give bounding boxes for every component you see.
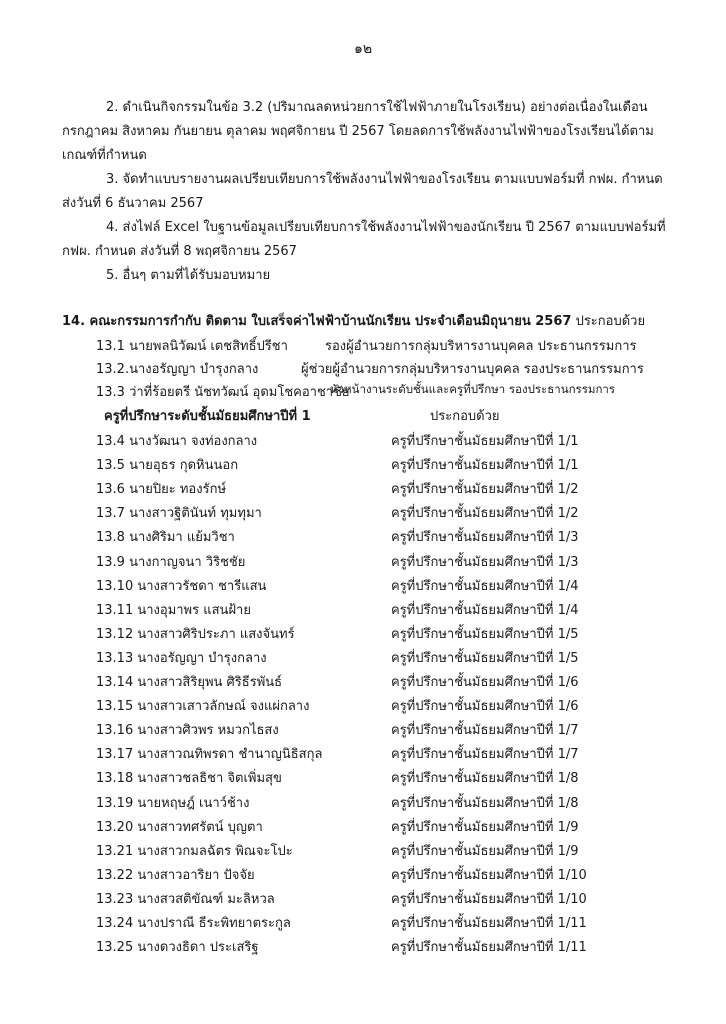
member-role: ครูที่ปรึกษาชั้นมัธยมศึกษาปีที่ 1/2 (391, 482, 579, 498)
member-role: ครูที่ปรึกษาชั้นมัธยมศึกษาปีที่ 1/8 (391, 795, 579, 811)
member-name: 13.10 นางสาวรัชดา ชารีแสน (96, 578, 267, 594)
member-name: 13.12 นางสาวศิริประภา แสงจันทร์ (96, 626, 295, 642)
list-item (0, 526, 726, 550)
member-name: 13.5 นายอุธร กุดหินนอก (96, 458, 239, 474)
member-role: ครูที่ปรึกษาชั้นมัธยมศึกษาปีที่ 1/5 (391, 650, 579, 666)
list-item (0, 912, 726, 936)
member-role: ครูที่ปรึกษาชั้นมัธยมศึกษาปีที่ 1/4 (391, 578, 579, 594)
member-role: ครูที่ปรึกษาชั้นมัธยมศึกษาปีที่ 1/7 (391, 747, 579, 763)
member-name: 13.7 นางสาวฐิตินันท์ ทุมทุมา (96, 506, 262, 522)
chair-2-role: ผู้ช่วยผู้อำนวยการกลุ่มบริหารงานบุคคล รองประธานกรรมการ (301, 362, 644, 377)
list-item (0, 599, 726, 623)
task-4-line-2: กฟผ. กำหนด ส่งวันที่ 8 พฤศจิกายน 2567 (62, 244, 297, 259)
member-role: ครูที่ปรึกษาชั้นมัธยมศึกษาปีที่ 1/9 (391, 819, 579, 835)
member-role: ครูที่ปรึกษาชั้นมัธยมศึกษาปีที่ 1/8 (391, 771, 579, 787)
member-name: 13.24 นางปราณี ธีระพิทยาตระกูล (96, 916, 291, 931)
list-item (0, 671, 726, 695)
list-item (0, 864, 726, 888)
member-name: 13.11 นางอุมาพร แสนฝ้าย (96, 602, 251, 618)
member-name: 13.21 นางสาวกมลฉัตร พิณจะโปะ (96, 843, 293, 859)
list-item (0, 743, 726, 767)
member-name: 13.14 นางสาวสิริยุพน ศิริธีรพันธ์ (96, 675, 283, 690)
list-item (0, 767, 726, 791)
task-5-line-1: 5. อื่นๆ ตามที่ได้รับมอบหมาย (106, 268, 271, 283)
list-item (0, 454, 726, 478)
list-item (0, 840, 726, 864)
member-role: ครูที่ปรึกษาชั้นมัธยมศึกษาปีที่ 1/11 (391, 940, 587, 956)
list-item (0, 575, 726, 599)
member-role: ครูที่ปรึกษาชั้นมัธยมศึกษาปีที่ 1/9 (391, 843, 579, 859)
member-name: 13.25 นางดวงธิดา ประเสริฐ (96, 940, 259, 956)
member-role: ครูที่ปรึกษาชั้นมัธยมศึกษาปีที่ 1/2 (391, 506, 579, 522)
member-name: 13.22 นางสาวอาริยา ปัจจัย (96, 867, 255, 883)
member-role: ครูที่ปรึกษาชั้นมัธยมศึกษาปีที่ 1/4 (391, 602, 579, 618)
chair-1-name: 13.1 นายพลนิวัฒน์ เตชสิทธิ์ปรีชา (96, 339, 288, 354)
member-name: 13.4 นางวัฒนา จงท่องกลาง (96, 434, 258, 449)
chair-3-role: หัวหน้างานระดับชั้นและครูที่ปรึกษา รองประธานกรรมการ (330, 382, 616, 396)
task-2-line-1: 2. ดำเนินกิจกรรมในข้อ 3.2 (ปริมาณลดหน่วยการใช้ไฟฟ้าภายในโรงเรียน) อย่างต่อเนื่องในเดือน (106, 100, 648, 115)
chair-3-name: 13.3 ว่าที่ร้อยตรี นัชทวัฒน์ อุดมโชคอาชาชัย (96, 385, 350, 400)
list-item (0, 551, 726, 575)
list-item (0, 888, 726, 912)
chair-1-role: รองผู้อำนวยการกลุ่มบริหารงานบุคคล ประธานกรรมการ (325, 339, 637, 354)
member-name: 13.8 นางศิริมา แย้มวิชา (96, 530, 235, 546)
member-role: ครูที่ปรึกษาชั้นมัธยมศึกษาปีที่ 1/6 (391, 699, 579, 715)
list-item (0, 647, 726, 671)
member-name: 13.9 นางกาญจนา วิริชชัย (96, 554, 246, 570)
member-name: 13.16 นางสาวศิวพร หมวกไธสง (96, 723, 279, 739)
list-item (0, 695, 726, 719)
task-3-line-1: 3. จัดทำแบบรายงานผลเปรียบเทียบการใช้พลังงานไฟฟ้าของโรงเรียน ตามแบบฟอร์มที่ กฟผ. กำหนด (106, 172, 663, 187)
member-name: 13.18 นางสาวชลธิชา จิตเพิ่มสุข (96, 771, 282, 787)
member-name: 13.17 นางสาวณทิพรดา ชำนาญนิธิสกุล (96, 747, 323, 763)
member-role: ครูที่ปรึกษาชั้นมัธยมศึกษาปีที่ 1/5 (391, 626, 579, 642)
member-role: ครูที่ปรึกษาชั้นมัธยมศึกษาปีที่ 1/7 (391, 723, 579, 739)
list-item (0, 936, 726, 960)
member-role: ครูที่ปรึกษาชั้นมัธยมศึกษาปีที่ 1/11 (391, 916, 587, 931)
member-name: 13.6 นายปิยะ ทองรักษ์ (96, 482, 227, 498)
list-item (0, 478, 726, 502)
member-name: 13.13 นางอรัญญา บำรุงกลาง (96, 650, 267, 666)
member-name: 13.15 นางสาวเสาวลักษณ์ จงแผ่กลาง (96, 699, 310, 715)
member-role: ครูที่ปรึกษาชั้นมัธยมศึกษาปีที่ 1/3 (391, 554, 579, 570)
list-item (0, 502, 726, 526)
list-item (0, 719, 726, 743)
subheading: ครูที่ปรึกษาระดับชั้นมัธยมศึกษาปีที่ 1 (104, 409, 311, 424)
task-2-line-2: กรกฎาคม สิงหาคม กันยายน ตุลาคม พฤศจิกายน ปี 2567 โดยลดการใช้พลังงานไฟฟ้าของโรงเรียนได้ตาม (62, 124, 654, 139)
member-role: ครูที่ปรึกษาชั้นมัธยมศึกษาปีที่ 1/3 (391, 530, 579, 546)
member-name: 13.23 นางสวสติขัณฑ์ มะลิหวล (96, 891, 275, 907)
section-title-main: 14. คณะกรรมการกำกับ ติดตาม ใบเสร็จค่าไฟฟ้าบ้านนักเรียน ประจำเดือนมิถุนายน 2567 (62, 314, 572, 329)
task-2-line-3: เกณฑ์ที่กำหนด (62, 148, 147, 163)
list-item (0, 430, 726, 454)
list-item (0, 816, 726, 840)
list-item (0, 792, 726, 816)
member-role: ครูที่ปรึกษาชั้นมัธยมศึกษาปีที่ 1/1 (391, 458, 579, 474)
member-name: 13.19 นายหฤษฎ์ เนาว์ช้าง (96, 795, 250, 811)
member-role: ครูที่ปรึกษาชั้นมัธยมศึกษาปีที่ 1/6 (391, 675, 579, 690)
member-role: ครูที่ปรึกษาชั้นมัธยมศึกษาปีที่ 1/10 (391, 867, 587, 883)
member-role: ครูที่ปรึกษาชั้นมัธยมศึกษาปีที่ 1/10 (391, 891, 587, 907)
member-name: 13.20 นางสาวทศรัตน์ บุญตา (96, 819, 263, 835)
chair-2-name: 13.2.นางอรัญญา บำรุงกลาง (96, 362, 259, 377)
list-item (0, 623, 726, 647)
section-title (62, 310, 645, 331)
subheading-right: ประกอบด้วย (430, 409, 500, 424)
task-4-line-1: 4. ส่งไฟล์ Excel ใบฐานข้อมูลเปรียบเทียบการใช้พลังงานไฟฟ้าของนักเรียน ปี 2567 ตามแบบฟอร์มที่ (106, 220, 666, 235)
section-title-suffix: ประกอบด้วย (575, 314, 646, 329)
task-3-line-2: ส่งวันที่ 6 ธันวาคม 2567 (62, 196, 204, 211)
page-number: ๑๒ (353, 41, 373, 57)
member-role: ครูที่ปรึกษาชั้นมัธยมศึกษาปีที่ 1/1 (391, 434, 579, 449)
